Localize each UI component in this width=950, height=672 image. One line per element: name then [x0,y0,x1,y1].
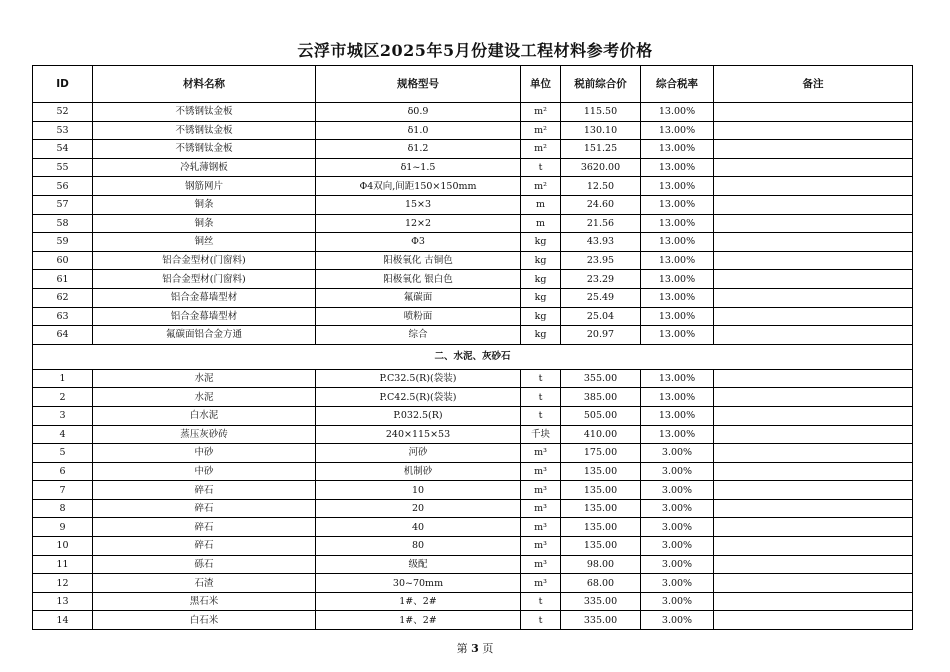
cell-unit: m² [521,177,561,196]
cell-price: 20.97 [561,326,641,345]
cell-id: 1 [33,369,93,388]
cell-note [714,555,913,574]
cell-tax-rate: 13.00% [641,214,714,233]
cell-price: 23.29 [561,270,641,289]
cell-note [714,444,913,463]
cell-price: 505.00 [561,406,641,425]
cell-note [714,158,913,177]
cell-price: 151.25 [561,140,641,159]
cell-unit: t [521,592,561,611]
cell-spec: 20 [316,499,521,518]
cell-tax-rate: 13.00% [641,121,714,140]
table-row [33,537,913,556]
col-header-note: 备注 [714,66,913,103]
cell-material-name: 铝合金幕墙型材 [93,307,316,326]
cell-tax-rate: 13.00% [641,369,714,388]
cell-spec: 机制砂 [316,462,521,481]
cell-price: 135.00 [561,537,641,556]
cell-id: 56 [33,177,93,196]
cell-spec: 10 [316,481,521,500]
header-row [33,66,913,103]
cell-price: 355.00 [561,369,641,388]
cell-price: 135.00 [561,499,641,518]
cell-unit: m³ [521,518,561,537]
col-header-price: 税前综合价 [561,66,641,103]
cell-spec: 12×2 [316,214,521,233]
cell-tax-rate: 13.00% [641,195,714,214]
table-row [33,195,913,214]
cell-price: 385.00 [561,388,641,407]
cell-material-name: 碎石 [93,499,316,518]
cell-material-name: 不锈钢钛金板 [93,103,316,122]
cell-spec: 80 [316,537,521,556]
cell-note [714,537,913,556]
cell-material-name: 蒸压灰砂砖 [93,425,316,444]
cell-tax-rate: 13.00% [641,103,714,122]
cell-spec: 阳极氧化 银白色 [316,270,521,289]
cell-tax-rate: 3.00% [641,592,714,611]
cell-id: 2 [33,388,93,407]
cell-price: 23.95 [561,251,641,270]
rows-after-section [33,369,913,629]
cell-unit: kg [521,326,561,345]
cell-spec: 河砂 [316,444,521,463]
page-number: 3 [471,642,479,655]
col-header-tax: 综合税率 [641,66,714,103]
cell-material-name: 碎石 [93,537,316,556]
cell-spec: 1#、2# [316,611,521,630]
cell-spec: δ1~1.5 [316,158,521,177]
cell-id: 59 [33,233,93,252]
cell-spec: P.032.5(R) [316,406,521,425]
cell-material-name: 铝合金幕墙型材 [93,288,316,307]
cell-tax-rate: 3.00% [641,444,714,463]
cell-material-name: 铜条 [93,214,316,233]
cell-unit: t [521,406,561,425]
cell-id: 14 [33,611,93,630]
cell-id: 53 [33,121,93,140]
cell-id: 6 [33,462,93,481]
cell-id: 62 [33,288,93,307]
cell-material-name: 钢筋网片 [93,177,316,196]
cell-tax-rate: 3.00% [641,574,714,593]
footer-prefix: 第 [456,642,468,655]
cell-note [714,574,913,593]
table-row [33,499,913,518]
table-row [33,611,913,630]
cell-id: 63 [33,307,93,326]
cell-id: 60 [33,251,93,270]
cell-price: 335.00 [561,611,641,630]
cell-tax-rate: 13.00% [641,177,714,196]
cell-material-name: 不锈钢钛金板 [93,140,316,159]
cell-material-name: 铜丝 [93,233,316,252]
cell-id: 55 [33,158,93,177]
cell-tax-rate: 13.00% [641,326,714,345]
cell-spec: δ1.0 [316,121,521,140]
col-header-name: 材料名称 [93,66,316,103]
cell-note [714,326,913,345]
cell-id: 12 [33,574,93,593]
cell-unit: m [521,214,561,233]
cell-unit: kg [521,233,561,252]
cell-note [714,307,913,326]
col-header-id: ID [33,66,93,103]
cell-unit: kg [521,307,561,326]
cell-id: 5 [33,444,93,463]
cell-spec: 15×3 [316,195,521,214]
cell-price: 135.00 [561,481,641,500]
cell-note [714,195,913,214]
cell-material-name: 水泥 [93,369,316,388]
cell-tax-rate: 13.00% [641,288,714,307]
cell-material-name: 不锈钢钛金板 [93,121,316,140]
cell-id: 52 [33,103,93,122]
cell-note [714,518,913,537]
table-row [33,592,913,611]
cell-spec: 喷粉面 [316,307,521,326]
cell-spec: 级配 [316,555,521,574]
cell-price: 175.00 [561,444,641,463]
cell-unit: kg [521,270,561,289]
cell-material-name: 铝合金型材(门窗料) [93,270,316,289]
cell-tax-rate: 13.00% [641,233,714,252]
cell-material-name: 石渣 [93,574,316,593]
cell-spec: 30~70mm [316,574,521,593]
footer-suffix: 页 [482,642,494,655]
cell-tax-rate: 13.00% [641,425,714,444]
cell-price: 98.00 [561,555,641,574]
cell-unit: m² [521,121,561,140]
cell-price: 130.10 [561,121,641,140]
cell-note [714,214,913,233]
cell-unit: m³ [521,574,561,593]
cell-note [714,251,913,270]
cell-tax-rate: 13.00% [641,158,714,177]
cell-id: 61 [33,270,93,289]
cell-material-name: 水泥 [93,388,316,407]
cell-price: 410.00 [561,425,641,444]
cell-id: 11 [33,555,93,574]
cell-tax-rate: 13.00% [641,388,714,407]
cell-price: 115.50 [561,103,641,122]
cell-price: 21.56 [561,214,641,233]
table-row [33,518,913,537]
cell-unit: m² [521,103,561,122]
table-row [33,288,913,307]
table-row [33,307,913,326]
cell-spec: 阳极氧化 古铜色 [316,251,521,270]
table-row [33,369,913,388]
table-row [33,251,913,270]
cell-price: 25.49 [561,288,641,307]
cell-note [714,406,913,425]
cell-unit: m³ [521,481,561,500]
cell-note [714,462,913,481]
cell-unit: t [521,369,561,388]
section-header-body [33,344,913,369]
cell-id: 4 [33,425,93,444]
cell-id: 10 [33,537,93,556]
cell-tax-rate: 3.00% [641,611,714,630]
cell-price: 24.60 [561,195,641,214]
cell-id: 57 [33,195,93,214]
cell-id: 13 [33,592,93,611]
cell-unit: m³ [521,499,561,518]
cell-id: 3 [33,406,93,425]
section-title: 二、水泥、灰砂石 [33,344,913,369]
cell-material-name: 中砂 [93,444,316,463]
cell-unit: kg [521,288,561,307]
cell-unit: t [521,158,561,177]
cell-spec: 40 [316,518,521,537]
cell-note [714,288,913,307]
cell-id: 54 [33,140,93,159]
table-row [33,214,913,233]
cell-price: 68.00 [561,574,641,593]
cell-material-name: 碎石 [93,518,316,537]
cell-material-name: 黑石米 [93,592,316,611]
cell-tax-rate: 13.00% [641,270,714,289]
col-header-unit: 单位 [521,66,561,103]
cell-note [714,425,913,444]
cell-unit: t [521,388,561,407]
cell-material-name: 白石米 [93,611,316,630]
cell-note [714,388,913,407]
cell-note [714,369,913,388]
cell-note [714,233,913,252]
price-table [32,65,913,630]
cell-price: 135.00 [561,462,641,481]
cell-spec: Φ3 [316,233,521,252]
table-row [33,270,913,289]
table-row [33,121,913,140]
cell-price: 25.04 [561,307,641,326]
cell-note [714,481,913,500]
page-title: 云浮市城区2025年5月份建设工程材料参考价格 [297,41,653,60]
cell-note [714,121,913,140]
cell-spec: P.C32.5(R)(袋装) [316,369,521,388]
cell-unit: m³ [521,462,561,481]
cell-spec: 氟碳面 [316,288,521,307]
cell-note [714,611,913,630]
cell-price: 3620.00 [561,158,641,177]
cell-id: 9 [33,518,93,537]
cell-material-name: 氟碳面铝合金方通 [93,326,316,345]
table-row [33,444,913,463]
table-row [33,481,913,500]
table-row [33,158,913,177]
cell-note [714,270,913,289]
cell-id: 8 [33,499,93,518]
table-row [33,233,913,252]
table-row [33,140,913,159]
cell-tax-rate: 3.00% [641,518,714,537]
cell-tax-rate: 3.00% [641,462,714,481]
cell-note [714,499,913,518]
table-row [33,406,913,425]
table-row [33,388,913,407]
cell-note [714,592,913,611]
cell-price: 135.00 [561,518,641,537]
cell-note [714,103,913,122]
cell-unit: m³ [521,555,561,574]
cell-unit: 千块 [521,425,561,444]
cell-spec: 综合 [316,326,521,345]
table-row [33,462,913,481]
table-row [33,103,913,122]
cell-spec: δ0.9 [316,103,521,122]
cell-unit: m² [521,140,561,159]
cell-price: 12.50 [561,177,641,196]
cell-material-name: 中砂 [93,462,316,481]
cell-tax-rate: 13.00% [641,307,714,326]
cell-unit: t [521,611,561,630]
cell-tax-rate: 13.00% [641,140,714,159]
cell-spec: δ1.2 [316,140,521,159]
cell-note [714,177,913,196]
cell-price: 335.00 [561,592,641,611]
cell-id: 64 [33,326,93,345]
table-row [33,425,913,444]
cell-material-name: 铝合金型材(门窗料) [93,251,316,270]
cell-note [714,140,913,159]
cell-spec: P.C42.5(R)(袋装) [316,388,521,407]
table-row [33,177,913,196]
cell-id: 7 [33,481,93,500]
cell-spec: Φ4双向,间距150×150mm [316,177,521,196]
rows-before-section [33,103,913,345]
cell-tax-rate: 3.00% [641,555,714,574]
cell-unit: kg [521,251,561,270]
cell-unit: m [521,195,561,214]
cell-tax-rate: 3.00% [641,481,714,500]
cell-material-name: 白水泥 [93,406,316,425]
cell-material-name: 冷轧薄钢板 [93,158,316,177]
cell-unit: m³ [521,537,561,556]
cell-tax-rate: 13.00% [641,406,714,425]
cell-spec: 1#、2# [316,592,521,611]
section-row [33,344,913,369]
table-row [33,574,913,593]
page-footer [0,640,950,656]
cell-price: 43.93 [561,233,641,252]
cell-material-name: 碎石 [93,481,316,500]
cell-unit: m³ [521,444,561,463]
cell-material-name: 铜条 [93,195,316,214]
cell-material-name: 砾石 [93,555,316,574]
cell-tax-rate: 3.00% [641,537,714,556]
table-row [33,326,913,345]
col-header-spec: 规格型号 [316,66,521,103]
table-row [33,555,913,574]
cell-tax-rate: 3.00% [641,499,714,518]
cell-tax-rate: 13.00% [641,251,714,270]
cell-id: 58 [33,214,93,233]
cell-spec: 240×115×53 [316,425,521,444]
